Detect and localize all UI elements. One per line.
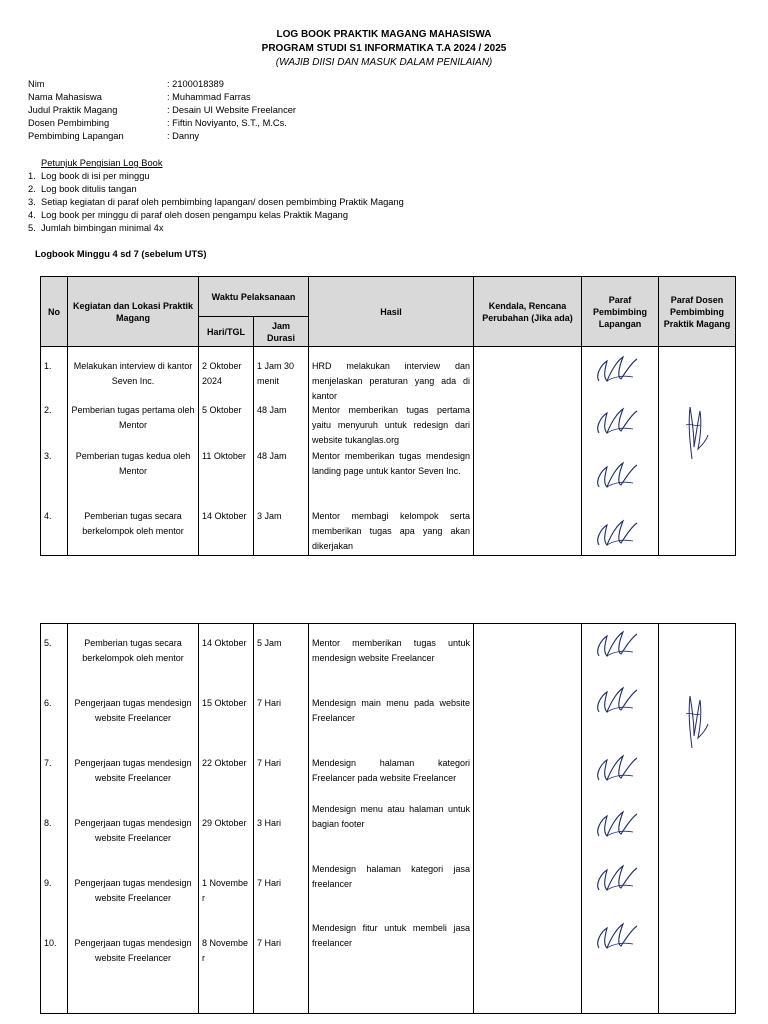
info-row-lecturer: Dosen Pembimbing : Fiftin Noviyanto, S.T., M.Cs. xyxy=(28,118,287,128)
signature-icon xyxy=(593,515,639,551)
signature-icon xyxy=(593,682,639,718)
signature-icon xyxy=(593,626,639,662)
logbook-table-2 xyxy=(40,623,736,1014)
kendala-cell xyxy=(474,347,582,556)
instructions-heading: Petunjuk Pengisian Log Book xyxy=(41,158,163,168)
signature-icon xyxy=(593,860,639,896)
col-hari-header: Hari/TGL xyxy=(199,317,254,347)
logbook-table-1 xyxy=(40,276,736,556)
col-waktu-header: Waktu Pelaksanaan xyxy=(199,277,309,317)
signature-icon xyxy=(593,806,639,842)
col-paraf-lapangan-header: Paraf Pembimbing Lapangan xyxy=(582,277,659,347)
instruction-item: 4. Log book per minggu di paraf oleh dosen pengampu kelas Praktik Magang xyxy=(28,210,348,220)
paraf-lapangan-cell xyxy=(585,624,655,1013)
instruction-item: 1. Log book di isi per minggu xyxy=(28,171,150,181)
paraf-dosen-cell xyxy=(662,624,732,1013)
signature-icon xyxy=(593,457,639,493)
col-jam-header: Jam Durasi xyxy=(254,317,309,347)
section-title: Logbook Minggu 4 sd 7 (sebelum UTS) xyxy=(35,249,207,259)
col-no-header: No xyxy=(41,277,68,347)
doc-title-line2: PROGRAM STUDI S1 INFORMATIKA T.A 2024 / 2025 xyxy=(261,43,507,54)
info-row-field-supervisor: Pembimbing Lapangan : Danny xyxy=(28,131,200,141)
col-paraf-dosen-header: Paraf Dosen Pembimbing Praktik Magang xyxy=(659,277,736,347)
col-kendala-header: Kendala, Rencana Perubahan (Jika ada) xyxy=(474,277,582,347)
signature-icon xyxy=(593,403,639,439)
signature-icon xyxy=(593,351,639,387)
info-row-nim: Nim : 2100018389 xyxy=(28,79,224,89)
signature-icon xyxy=(680,684,710,754)
paraf-dosen-cell xyxy=(662,347,732,555)
kendala-cell xyxy=(474,624,582,1014)
info-row-name: Nama Mahasiswa : Muhammad Farras xyxy=(28,92,251,102)
table-row: 5. 6. 7. 8. 9. 10. Pemberian tugas secara berkelompok oleh mentor Pengerjaan tugas mendesign website Freelancer Pengerjaan tugas mendesign website Freelancer Pengerjaan tugas mendesign website Freelancer Pengerjaan tugas mendesign website Freelancer Pengerjaan tugas mendesign website Freelancer 14 Oktober 15 Oktober 22 Oktober 29 Oktober 1 Novembe r 8 Novembe r 5 Jam 7 Hari 7 Hari 3 Hari 7 Hari 7 Hari Mentor memberikan tugas untuk mendesign website Freelancer Mendesign main menu pada website Freelancer Mendesign halaman kategori Freelancer pada website Freelancer Mendesign menu atau halaman untuk bagian footer Mendesign halaman kategori jasa freelancer Mendesign fitur untuk membeli jasa freelancer xyxy=(41,624,736,1014)
instructions xyxy=(28,157,404,235)
instruction-item: 3. Setiap kegiatan di paraf oleh pembimbing lapangan/ dosen pembimbing Praktik Magang xyxy=(28,197,404,207)
signature-icon xyxy=(593,750,639,786)
student-info xyxy=(28,78,296,143)
doc-title-line1: LOG BOOK PRAKTIK MAGANG MAHASISWA xyxy=(276,29,492,40)
info-row-title: Judul Praktik Magang : Desain UI Website Freelancer xyxy=(28,105,297,115)
col-hasil-header: Hasil xyxy=(309,277,474,347)
doc-subtitle: (WAJIB DIISI DAN MASUK DALAM PENILAIAN) xyxy=(275,57,493,68)
paraf-lapangan-cell xyxy=(585,347,655,555)
signature-icon xyxy=(680,395,710,465)
table-row: 1. 2. 3. 4. Melakukan interview di kantor Seven Inc. Pemberian tugas pertama oleh Mentor Pemberian tugas kedua oleh Mentor Pemberian tugas secara berkelompok oleh mentor 2 Oktober 2024 5 Oktober 11 Oktober 14 Oktober 1 Jam 30 menit 48 Jam 48 Jam 3 Jam HRD melakukan interview dan menjelaskan peraturan yang ada di kantor Mentor memberikan tugas pertama yaitu menyuruh untuk redesign dari website tukanglas.org Mentor memberikan tugas mendesign landing page untuk kantor Seven Inc. Mentor membagi kelompok serta memberikan tugas apa yang akan dikerjakan xyxy=(41,347,736,556)
instruction-item: 2. Log book ditulis tangan xyxy=(28,184,137,194)
col-kegiatan-header: Kegiatan dan Lokasi Praktik Magang xyxy=(68,277,199,347)
signature-icon xyxy=(593,918,639,954)
instruction-item: 5. Jumlah bimbingan minimal 4x xyxy=(28,223,164,233)
